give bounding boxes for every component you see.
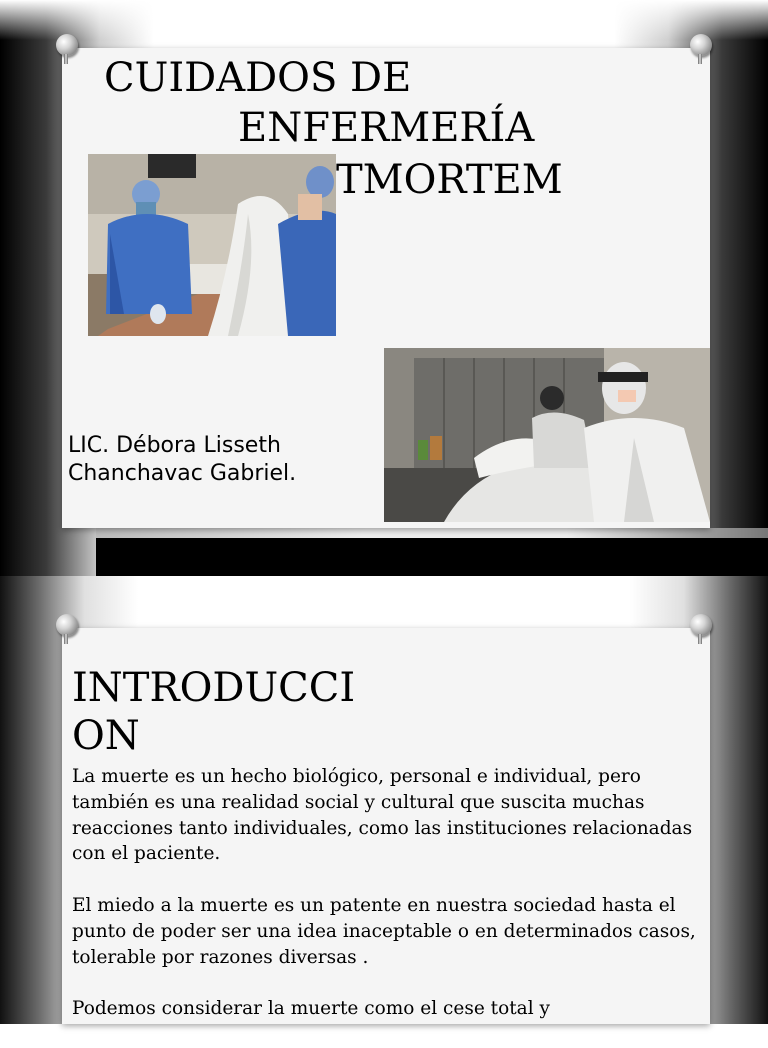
body-paragraph: Podemos considerar la muerte como el cese total y bbox=[72, 998, 550, 1020]
staff-covering-body-photo bbox=[384, 348, 710, 522]
body-paragraph: El miedo a la muerte es un patente en nuestra sociedad hasta el punto de poder ser una idea inaceptable o en determinados casos, tolerable por razones diversas . bbox=[72, 894, 696, 968]
nurses-preparing-body-photo bbox=[88, 154, 336, 336]
pushpin-icon bbox=[56, 34, 78, 56]
pushpin-icon bbox=[690, 34, 712, 56]
slide-2-body bbox=[72, 764, 712, 1048]
photo-illustration bbox=[88, 154, 336, 336]
slide-1-bottom-strip bbox=[96, 528, 768, 538]
pushpin-icon bbox=[56, 614, 78, 636]
slide-2-title: INTRODUCCI ON bbox=[72, 665, 356, 759]
slide-1-title-line-1: CUIDADOS DE bbox=[104, 55, 412, 101]
pushpin-icon bbox=[690, 614, 712, 636]
slide-1-title-line-3: TMORTEM bbox=[336, 157, 563, 203]
photo-illustration bbox=[384, 348, 710, 522]
slide-1-title-line-2: ENFERMERÍA bbox=[238, 105, 535, 151]
author-name: LIC. Débora Lisseth Chanchavac Gabriel. bbox=[68, 433, 297, 486]
slide-1-top-fade bbox=[0, 0, 768, 40]
body-paragraph: La muerte es un hecho biológico, personal e individual, pero también es una realidad social y cultural que suscita muchas reacciones tanto individuales, como las instituciones relacionadas con el paciente. bbox=[72, 766, 693, 865]
